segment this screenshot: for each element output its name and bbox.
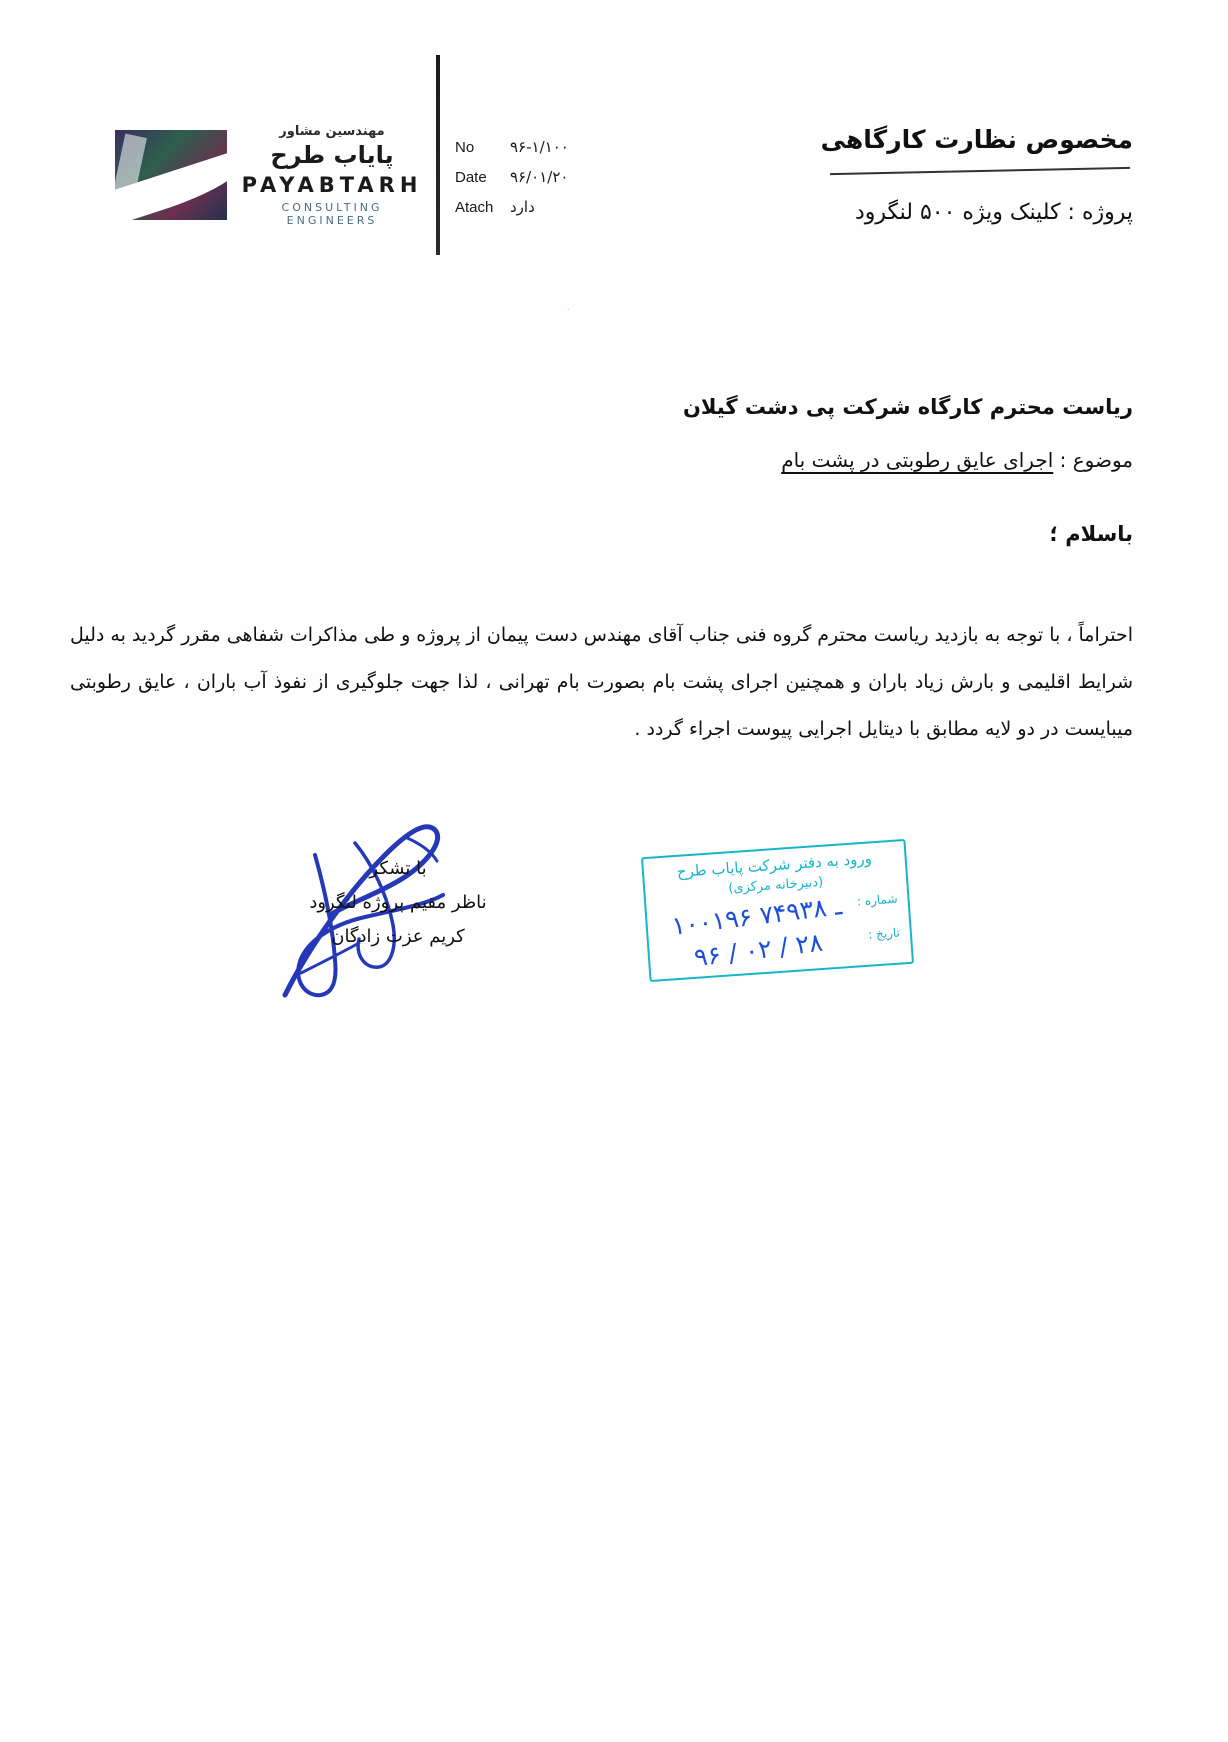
project-title: پروژه : کلینک ویژه ۵۰۰ لنگرود (854, 200, 1133, 225)
meta-no-value: ۹۶-۱/۱۰۰ (510, 138, 569, 156)
meta-row-atach (455, 198, 585, 228)
greeting-line: باسلام ؛ (1049, 522, 1133, 546)
stamp-line1: ورود به دفتر شرکت پایاب طرح (676, 849, 873, 881)
meta-row-date (455, 168, 585, 198)
stamp-date-label: تاریخ : (867, 925, 901, 942)
signature-block (308, 852, 488, 954)
meta-date-label: Date (455, 169, 487, 186)
meta-no-label: No (455, 139, 475, 156)
payabtarh-logo-icon (115, 130, 227, 220)
meta-row-no (455, 138, 585, 168)
letterhead-en-big: PAYABTARH (241, 173, 423, 197)
letterhead-en-small: CONSULTING ENGINEERS (281, 201, 383, 227)
letterhead (110, 120, 430, 250)
meta-atach-label: Atach (455, 199, 494, 216)
subject-value: اجرای عایق رطوبتی در پشت بام (781, 448, 1054, 472)
special-supervision-title: مخصوص نظارت کارگاهی (820, 125, 1133, 154)
meta-atach-value: دارد (510, 198, 535, 216)
letter-body-paragraph: احتراماً ، با توجه به بازدید ریاست محترم گروه فنی جناب آقای مهندس دست پیمان از پروژه و طی مذاکرات شفاهی مقرر گردید به دلیل شرایط اقلیمی و بارش زیاد باران و همچنین اجرای پشت بام بصورت بام تهرانی ، لذا جهت جلوگیری از نفوذ آب باران ، عایق رطوبتی میبایست در دو لایه مطابق با دیتایل اجرایی پیوست اجراء گردد . (70, 624, 1133, 740)
header-right-block (713, 125, 1133, 225)
meta-date-value: ۹۶/۰۱/۲۰ (510, 168, 569, 186)
signature-thanks: با تشکر (369, 858, 427, 879)
faint-artifact: . (566, 300, 570, 313)
vertical-divider (436, 55, 440, 255)
signature-name: کریم عزت زادگان (331, 926, 465, 947)
letterhead-fa-small: مهندسین مشاور (279, 124, 385, 139)
letterhead-text (234, 124, 430, 227)
letter-meta (455, 138, 585, 228)
addressee-line: ریاست محترم کارگاه شرکت پی دشت گیلان (682, 395, 1133, 419)
subject-label: موضوع : (1059, 448, 1133, 472)
title-underline (830, 167, 1130, 175)
stamp-number-value: ۱۰۰۱۹۶ ـ ۷۴۹۳۸ (670, 891, 844, 941)
stamp-line2: (دبیرخانه مرکزی) (727, 874, 824, 897)
subject-line (781, 448, 1133, 472)
letterhead-fa-big: پایاب طرح (270, 141, 394, 169)
signature-role: ناظر مقیم پروژه لنگرود (309, 892, 487, 913)
stamp-number-label: شماره : (856, 891, 898, 909)
reception-stamp (641, 839, 914, 982)
stamp-date-value: ۹۶ / ۰۲ / ۲۸ (692, 927, 825, 973)
